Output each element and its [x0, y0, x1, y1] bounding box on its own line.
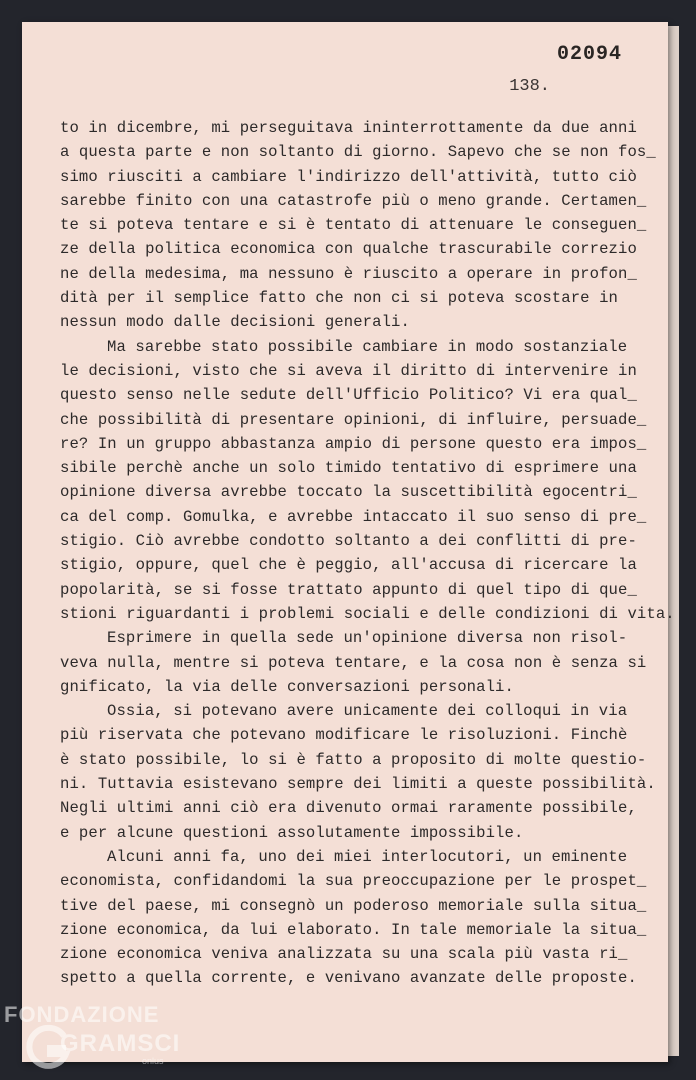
text-line: popolarità, se si fosse trattato appunto di quel tipo di que_: [60, 580, 637, 599]
text-line: questo senso nelle sedute dell'Ufficio Politico? Vi era qual_: [60, 386, 637, 405]
text-line: simo riusciti a cambiare l'indirizzo dell'attività, tutto ciò: [60, 167, 637, 186]
text-line: nessun modo dalle decisioni generali.: [60, 313, 410, 332]
text-line: ni. Tuttavia esistevano sempre dei limiti a queste possibilità.: [60, 775, 656, 794]
text-line: zione economica veniva analizzata su una scala più vasta ri_: [60, 945, 628, 964]
text-line: stigio, oppure, quel che è peggio, all'accusa di ricercare la: [60, 556, 637, 575]
text-line: zione economica, da lui elaborato. In tale memoriale la situa_: [60, 920, 647, 939]
text-line: Alcuni anni fa, uno dei miei interlocutori, un eminente: [107, 847, 628, 866]
text-line: stioni riguardanti i problemi sociali e delle condizioni di vita.: [60, 604, 675, 623]
text-line: ca del comp. Gomulka, e avrebbe intaccato il suo senso di pre_: [60, 507, 647, 526]
text-line: ne della medesima, ma nessuno è riuscito a operare in profon_: [60, 264, 637, 283]
document-body: [60, 116, 675, 991]
watermark-suffix: onlus: [142, 1056, 164, 1066]
text-line: Ossia, si potevano avere unicamente dei colloqui in via: [107, 702, 628, 721]
text-line: stigio. Ciò avrebbe condotto soltanto a dei conflitti di pre-: [60, 532, 637, 551]
watermark-line1: FONDAZIONE: [4, 1002, 160, 1027]
text-line: più riservata che potevano modificare le risoluzioni. Finchè: [60, 726, 628, 745]
text-line: spetto a quella corrente, e venivano avanzate delle proposte.: [60, 969, 637, 988]
page-number: 138.: [509, 77, 550, 96]
text-line: Ma sarebbe stato possibile cambiare in modo sostanziale: [107, 337, 628, 356]
text-line: a questa parte e non soltanto di giorno. Sapevo che se non fos_: [60, 143, 656, 162]
text-line: Esprimere in quella sede un'opinione diversa non risol-: [107, 629, 628, 648]
text-line: veva nulla, mentre si poteva tentare, e la cosa non è senza si: [60, 653, 647, 672]
watermark-line2: GRAMSCI: [60, 1030, 181, 1057]
text-line: opinione diversa avrebbe toccato la suscettibilità egocentri_: [60, 483, 637, 502]
text-line: ze della politica economica con qualche trascurabile correzio: [60, 240, 637, 259]
text-line: sarebbe finito con una catastrofe più o meno grande. Certamen_: [60, 191, 647, 210]
text-line: le decisioni, visto che si aveva il diritto di intervenire in: [60, 361, 637, 380]
typewritten-page: [22, 22, 675, 1062]
text-line: e per alcune questioni assolutamente impossibile.: [60, 823, 524, 842]
text-line: è stato possibile, lo si è fatto a proposito di molte questio-: [60, 750, 647, 769]
fondazione-gramsci-watermark: [4, 1002, 179, 1076]
text-line: to in dicembre, mi perseguitava ininterrottamente da due anni: [60, 119, 637, 137]
text-line: re? In un gruppo abbastanza ampio di persone questo era impos_: [60, 434, 647, 453]
text-line: gnificato, la via delle conversazioni personali.: [60, 677, 514, 696]
text-line: dità per il semplice fatto che non ci si poteva scostare in: [60, 289, 619, 308]
text-line: sibile perchè anche un solo timido tentativo di esprimere una: [60, 459, 637, 478]
archive-number: 02094: [556, 43, 622, 66]
text-line: che possibilità di presentare opinioni, di influire, persuade_: [60, 410, 647, 429]
text-line: tive del paese, mi consegnò un poderoso memoriale sulla situa_: [60, 896, 647, 915]
text-line: Negli ultimi anni ciò era divenuto ormai raramente possibile,: [60, 799, 637, 818]
text-line: economista, confidandomi la sua preoccupazione per le prospet_: [60, 872, 647, 891]
text-line: te si poteva tentare e si è tentato di attenuare le conseguen_: [60, 216, 647, 235]
